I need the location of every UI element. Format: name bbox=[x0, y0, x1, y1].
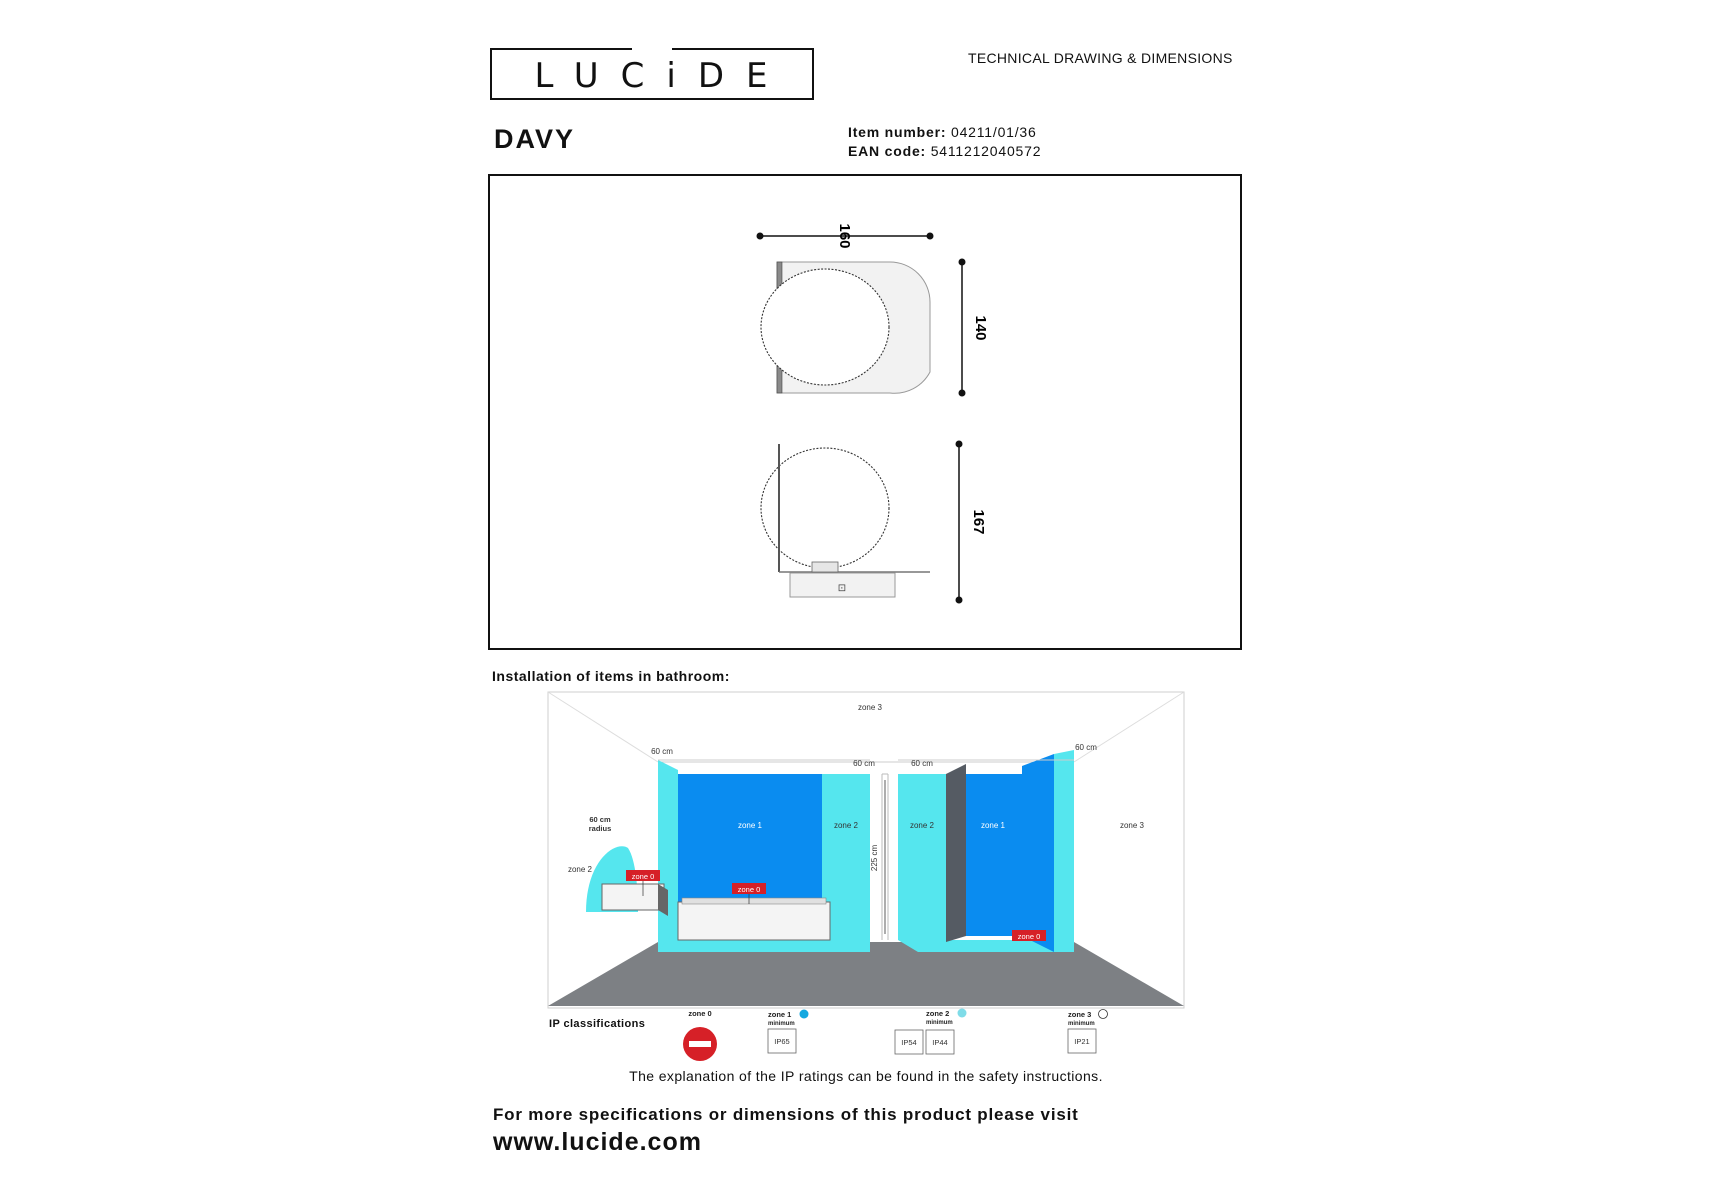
dim-60-mid-right: 60 cm bbox=[911, 759, 933, 768]
dim-endpoint bbox=[927, 233, 934, 240]
height-dimension: 167 bbox=[970, 509, 987, 535]
zone3-color-dot bbox=[1099, 1010, 1108, 1019]
item-number-value: 04211/01/36 bbox=[950, 124, 1037, 140]
technical-drawing bbox=[490, 176, 1240, 648]
zone0-bath-label: zone 0 bbox=[737, 885, 761, 894]
zone2-sink-label: zone 2 bbox=[567, 865, 593, 874]
zone1-right-label: zone 1 bbox=[980, 821, 1006, 830]
ip-zone3-sub: minimum bbox=[1068, 1021, 1095, 1027]
ip-zone3-value: IP21 bbox=[1074, 1037, 1090, 1046]
document-type: TECHNICAL DRAWING & DIMENSIONS bbox=[968, 50, 1233, 66]
zone0-sink-label: zone 0 bbox=[631, 872, 655, 881]
zone0-shower-label: zone 0 bbox=[1017, 932, 1041, 941]
logo-notch bbox=[632, 46, 672, 56]
zone2-color-dot bbox=[958, 1009, 967, 1018]
technical-drawing-frame bbox=[488, 174, 1242, 650]
ip-classifications-label: IP classifications bbox=[549, 1018, 646, 1030]
more-info-text: For more specifications or dimensions of this product please visit bbox=[493, 1105, 1079, 1124]
zone2-right-label: zone 2 bbox=[909, 821, 935, 830]
ip-explanation: The explanation of the IP ratings can be found in the safety instructions. bbox=[629, 1068, 1103, 1084]
zone3-right-label: zone 3 bbox=[1119, 821, 1145, 830]
ip-zone2-value-2: IP44 bbox=[932, 1038, 948, 1047]
ip-zone3-label: zone 3 bbox=[1068, 1010, 1092, 1019]
top-view bbox=[757, 223, 990, 396]
lucide-logo bbox=[490, 48, 814, 100]
ip-zone2-label: zone 2 bbox=[926, 1009, 950, 1018]
dim-endpoint bbox=[757, 233, 764, 240]
ip-classifications-row bbox=[680, 1008, 1120, 1068]
width-dimension: 160 bbox=[836, 223, 853, 249]
product-name: DAVY bbox=[494, 124, 576, 154]
dim-radius: 60 cm bbox=[589, 815, 611, 824]
ip-zone1-label: zone 1 bbox=[768, 1010, 792, 1019]
dim-60-right: 60 cm bbox=[1075, 743, 1097, 752]
ean-row bbox=[848, 142, 1041, 161]
ean-label: EAN code: bbox=[848, 143, 926, 159]
product-codes bbox=[848, 123, 1041, 161]
dim-height-225: 225 cm bbox=[870, 844, 879, 872]
ip-zone0-label: zone 0 bbox=[688, 1009, 712, 1018]
ip-zone2-sub: minimum bbox=[926, 1020, 953, 1026]
ip-zone2-value-1: IP54 bbox=[901, 1038, 917, 1047]
ean-value: 5411212040572 bbox=[930, 143, 1042, 159]
website-link[interactable]: www.lucide.com bbox=[493, 1128, 702, 1156]
ip-zone1-sub: minimum bbox=[768, 1021, 795, 1027]
zone2-left-label: zone 2 bbox=[833, 821, 859, 830]
item-number-label: Item number: bbox=[848, 124, 947, 140]
logo-text: LUCiDE bbox=[534, 56, 790, 96]
zone1-left-label: zone 1 bbox=[737, 821, 763, 830]
item-number-row bbox=[848, 123, 1041, 142]
dim-radius-sub: radius bbox=[588, 824, 612, 833]
zone2-right-area bbox=[898, 774, 946, 940]
switch-icon: ⊡ bbox=[837, 583, 847, 594]
dim-60-left: 60 cm bbox=[651, 747, 673, 756]
ip-zone1-value: IP65 bbox=[774, 1037, 790, 1046]
depth-dimension: 140 bbox=[972, 315, 989, 341]
zone1-color-dot bbox=[800, 1010, 809, 1019]
zone3-top-label: zone 3 bbox=[857, 703, 883, 712]
bathroom-heading: Installation of items in bathroom: bbox=[492, 668, 730, 684]
dim-60-mid-left: 60 cm bbox=[853, 759, 875, 768]
bathroom-zones-diagram bbox=[546, 690, 1188, 1015]
side-view bbox=[761, 441, 987, 604]
bathroom-illustration bbox=[546, 690, 1188, 1010]
